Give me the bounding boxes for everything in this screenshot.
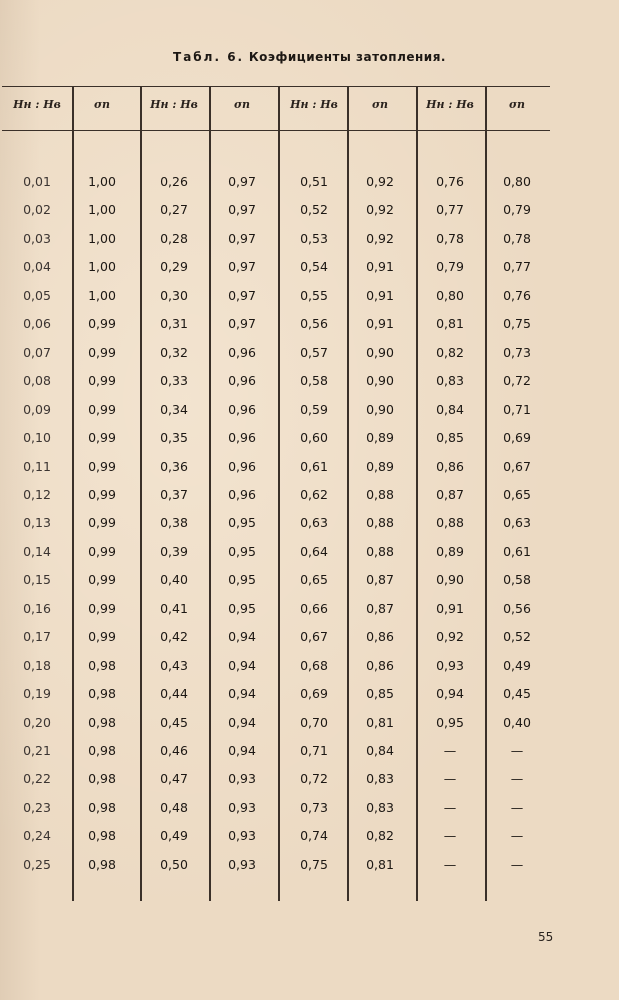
table-cell: 0,77 [436, 202, 464, 218]
table-cell: 0,86 [436, 458, 464, 474]
table-cell: 0,10 [23, 430, 51, 446]
table-cell: 0,86 [366, 657, 394, 673]
table-cell: 0,66 [300, 600, 328, 616]
table-row [2, 540, 550, 568]
table-cell: 0,91 [436, 600, 464, 616]
table-cell: 0,99 [88, 515, 116, 531]
table-cell: 0,96 [228, 373, 256, 389]
table-cell: 0,81 [366, 856, 394, 872]
table-cell: — [510, 828, 524, 844]
table-row [2, 198, 550, 226]
table-cell: 0,04 [23, 259, 51, 275]
table-row [2, 369, 550, 397]
table-cell: 0,97 [228, 202, 256, 218]
table-cell: 0,85 [436, 430, 464, 446]
table-cell: 0,97 [228, 259, 256, 275]
table-cell: 1,00 [88, 287, 116, 303]
table-cell: 0,93 [228, 799, 256, 815]
table-cell: 0,35 [160, 430, 188, 446]
table-cell: 0,90 [366, 373, 394, 389]
table-cell: 0,37 [160, 486, 188, 502]
table-cell: 0,44 [160, 686, 188, 702]
table-cell: 0,45 [160, 714, 188, 730]
table-cell: 0,95 [436, 714, 464, 730]
header-cell-3: Hн : Hв [150, 98, 198, 111]
table-cell: 0,98 [88, 856, 116, 872]
table-cell: 0,48 [160, 799, 188, 815]
table-cell: 0,96 [228, 430, 256, 446]
table-row [2, 455, 550, 483]
table-cell: 0,96 [228, 458, 256, 474]
table-cell: 0,67 [300, 629, 328, 645]
table-cell: 0,99 [88, 486, 116, 502]
table-row [2, 711, 550, 739]
table-row [2, 341, 550, 369]
table-cell: — [510, 799, 524, 815]
table-cell: — [443, 856, 457, 872]
header-cell-1: Hн : Hв [13, 98, 61, 111]
table-cell: 0,77 [503, 259, 531, 275]
table-cell: — [443, 771, 457, 787]
table-cell: 0,28 [160, 230, 188, 246]
table-cell: 0,98 [88, 657, 116, 673]
table-row [2, 682, 550, 710]
table-row [2, 853, 550, 881]
table-cell: 0,11 [23, 458, 51, 474]
table-cell: — [510, 771, 524, 787]
table-cell: 0,07 [23, 344, 51, 360]
table-cell: 0,20 [23, 714, 51, 730]
table-row [2, 284, 550, 312]
table-cell: 0,17 [23, 629, 51, 645]
table-cell: 0,98 [88, 828, 116, 844]
table-row [2, 312, 550, 340]
table-cell: 0,71 [300, 743, 328, 758]
table-cell: 0,27 [160, 202, 188, 218]
table-caption [0, 50, 619, 64]
table-cell: 0,97 [228, 287, 256, 303]
table-row [2, 398, 550, 426]
table-cell: 0,90 [436, 572, 464, 588]
table-cell: 0,88 [436, 515, 464, 531]
table-cell: 0,55 [300, 287, 328, 303]
table-cell: 0,94 [228, 714, 256, 730]
table-cell: 0,92 [366, 174, 394, 189]
table-cell: 0,89 [366, 458, 394, 474]
table-cell: 0,47 [160, 771, 188, 787]
table-cell: 0,56 [300, 316, 328, 332]
table-row [2, 511, 550, 539]
table-cell: 0,36 [160, 458, 188, 474]
table-cell: 0,99 [88, 316, 116, 332]
table-cell: 0,43 [160, 657, 188, 673]
table-caption-title: Коэфициенты затопления. [248, 50, 446, 64]
table-row [2, 625, 550, 653]
table-cell: 0,81 [366, 714, 394, 730]
table-row [2, 426, 550, 454]
table-cell: — [510, 743, 524, 758]
table-cell: 0,90 [366, 401, 394, 417]
table-header-rule [2, 130, 550, 131]
table-row [2, 597, 550, 625]
table-cell: 0,97 [228, 174, 256, 189]
table-cell: 0,26 [160, 174, 188, 189]
table-cell: 0,94 [228, 629, 256, 645]
table-cell: 0,92 [366, 230, 394, 246]
table-cell: 0,02 [23, 202, 51, 218]
table-cell: 0,83 [436, 373, 464, 389]
table-row [2, 227, 550, 255]
table-cell: 0,32 [160, 344, 188, 360]
table-cell: 0,67 [503, 458, 531, 474]
table-cell: 0,84 [436, 401, 464, 417]
table-cell: 0,86 [366, 629, 394, 645]
table-cell: — [510, 856, 524, 872]
header-cell-8: σп [508, 98, 526, 111]
table-cell: 0,46 [160, 743, 188, 758]
table-cell: 0,58 [503, 572, 531, 588]
table-cell: 1,00 [88, 259, 116, 275]
table-cell: 0,56 [503, 600, 531, 616]
table-cell: 0,93 [228, 856, 256, 872]
table-cell: 0,87 [366, 600, 394, 616]
table-cell: 0,65 [503, 486, 531, 502]
table-cell: 0,90 [366, 344, 394, 360]
table-cell: 1,00 [88, 230, 116, 246]
table-cell: 0,01 [23, 174, 51, 189]
table-cell: 0,72 [300, 771, 328, 787]
table-cell: 0,74 [300, 828, 328, 844]
table-cell: 0,95 [228, 543, 256, 559]
table-cell: — [443, 799, 457, 815]
table-cell: 0,65 [300, 572, 328, 588]
table-cell: 0,93 [228, 828, 256, 844]
table-cell: 0,99 [88, 543, 116, 559]
table-row [2, 796, 550, 824]
table-cell: 0,19 [23, 686, 51, 702]
table-cell: 0,72 [503, 373, 531, 389]
table-cell: 0,33 [160, 373, 188, 389]
table-cell: 0,83 [366, 771, 394, 787]
table-cell: 0,82 [366, 828, 394, 844]
table-cell: 0,97 [228, 230, 256, 246]
table-cell: 0,12 [23, 486, 51, 502]
table-cell: 0,25 [23, 856, 51, 872]
table-cell: 0,94 [228, 743, 256, 758]
table-cell: 0,99 [88, 458, 116, 474]
header-cell-6: σп [371, 98, 389, 111]
table-cell: 0,91 [366, 259, 394, 275]
table-cell: — [443, 828, 457, 844]
table-cell: 0,08 [23, 373, 51, 389]
table-cell: 0,23 [23, 799, 51, 815]
table-cell: 0,64 [300, 543, 328, 559]
table-row [2, 483, 550, 511]
table-cell: 0,98 [88, 799, 116, 815]
table-cell: 0,99 [88, 572, 116, 588]
table-cell: 0,49 [160, 828, 188, 844]
table-cell: 0,99 [88, 373, 116, 389]
table-cell: 0,61 [300, 458, 328, 474]
table-cell: 0,84 [366, 743, 394, 758]
table-cell: 0,63 [503, 515, 531, 531]
table-cell: 0,98 [88, 714, 116, 730]
table-cell: 0,59 [300, 401, 328, 417]
table-cell: 0,34 [160, 401, 188, 417]
table-cell: 0,99 [88, 430, 116, 446]
table-cell: 0,15 [23, 572, 51, 588]
table-cell: 0,49 [503, 657, 531, 673]
table-cell: 0,94 [436, 686, 464, 702]
table-cell: 0,79 [436, 259, 464, 275]
table-row [2, 739, 550, 767]
table-cell: 0,82 [436, 344, 464, 360]
table-header-row [2, 88, 550, 128]
table-cell: 0,95 [228, 515, 256, 531]
table-cell: 0,30 [160, 287, 188, 303]
table-cell: 0,05 [23, 287, 51, 303]
table-cell: 0,75 [503, 316, 531, 332]
table-cell: 0,78 [503, 230, 531, 246]
table-cell: 0,45 [503, 686, 531, 702]
table-cell: 0,60 [300, 430, 328, 446]
table-cell: 0,58 [300, 373, 328, 389]
table-cell: 0,69 [503, 430, 531, 446]
table-caption-label: Табл. 6. [173, 50, 245, 64]
table-cell: 0,76 [436, 174, 464, 189]
table-cell: 0,83 [366, 799, 394, 815]
table-cell: 0,62 [300, 486, 328, 502]
table-cell: 0,94 [228, 686, 256, 702]
table-cell: 0,38 [160, 515, 188, 531]
table-cell: 0,81 [436, 316, 464, 332]
table-cell: 0,03 [23, 230, 51, 246]
table-cell: 0,89 [436, 543, 464, 559]
table-cell: 0,80 [503, 174, 531, 189]
table-top-rule [2, 86, 550, 87]
table-cell: 0,40 [503, 714, 531, 730]
table-cell: 0,98 [88, 743, 116, 758]
table-cell: 0,41 [160, 600, 188, 616]
table-cell: 0,87 [436, 486, 464, 502]
table-cell: 0,87 [366, 572, 394, 588]
table-cell: 0,70 [300, 714, 328, 730]
table-cell: 0,57 [300, 344, 328, 360]
table-cell: 0,94 [228, 657, 256, 673]
table-row [2, 170, 550, 198]
table-cell: 0,97 [228, 316, 256, 332]
table-cell: 0,92 [436, 629, 464, 645]
table-cell: 0,92 [366, 202, 394, 218]
table-cell: 0,52 [503, 629, 531, 645]
header-cell-5: Hн : Hв [290, 98, 338, 111]
page-number: 55 [538, 930, 554, 944]
table-cell: 0,95 [228, 572, 256, 588]
table-cell: 0,88 [366, 515, 394, 531]
table-cell: 0,50 [160, 856, 188, 872]
table-cell: 0,06 [23, 316, 51, 332]
table-cell: 0,71 [503, 401, 531, 417]
table-cell: 0,42 [160, 629, 188, 645]
table-cell: 0,61 [503, 543, 531, 559]
table-cell: 0,75 [300, 856, 328, 872]
table-cell: 0,21 [23, 743, 51, 758]
table-cell: 0,22 [23, 771, 51, 787]
table-cell: 0,89 [366, 430, 394, 446]
table-cell: 0,96 [228, 486, 256, 502]
table-cell: 0,13 [23, 515, 51, 531]
table-cell: — [443, 743, 457, 758]
table-cell: 0,98 [88, 686, 116, 702]
table-cell: 0,91 [366, 316, 394, 332]
table-cell: 0,79 [503, 202, 531, 218]
table-cell: 0,31 [160, 316, 188, 332]
table-cell: 0,99 [88, 401, 116, 417]
table-cell: 0,16 [23, 600, 51, 616]
table-cell: 0,88 [366, 543, 394, 559]
table-cell: 0,76 [503, 287, 531, 303]
table-row [2, 767, 550, 795]
table-cell: 0,52 [300, 202, 328, 218]
table-row [2, 824, 550, 852]
table-cell: 0,51 [300, 174, 328, 189]
table-cell: 0,99 [88, 344, 116, 360]
table-row [2, 255, 550, 283]
table-cell: 0,99 [88, 629, 116, 645]
table-cell: 0,93 [436, 657, 464, 673]
table-cell: 0,14 [23, 543, 51, 559]
table-cell: 0,40 [160, 572, 188, 588]
table-cell: 0,73 [300, 799, 328, 815]
table-cell: 0,68 [300, 657, 328, 673]
table-cell: 0,98 [88, 771, 116, 787]
header-cell-7: Hн : Hв [426, 98, 474, 111]
table-cell: 1,00 [88, 202, 116, 218]
table-cell: 0,85 [366, 686, 394, 702]
table-cell: 0,69 [300, 686, 328, 702]
table-cell: 0,78 [436, 230, 464, 246]
table-cell: 0,93 [228, 771, 256, 787]
table-cell: 0,95 [228, 600, 256, 616]
table-cell: 0,96 [228, 401, 256, 417]
table-cell: 0,29 [160, 259, 188, 275]
table-cell: 0,54 [300, 259, 328, 275]
table-row [2, 568, 550, 596]
table-cell: 0,18 [23, 657, 51, 673]
table-cell: 0,63 [300, 515, 328, 531]
table-cell: 0,91 [366, 287, 394, 303]
table-cell: 1,00 [88, 174, 116, 189]
table-cell: 0,99 [88, 600, 116, 616]
header-cell-4: σп [233, 98, 251, 111]
header-cell-2: σп [93, 98, 111, 111]
table-row [2, 654, 550, 682]
table-cell: 0,80 [436, 287, 464, 303]
table-cell: 0,39 [160, 543, 188, 559]
table-cell: 0,73 [503, 344, 531, 360]
table-cell: 0,53 [300, 230, 328, 246]
table-cell: 0,96 [228, 344, 256, 360]
table-cell: 0,24 [23, 828, 51, 844]
table-cell: 0,88 [366, 486, 394, 502]
table-cell: 0,09 [23, 401, 51, 417]
